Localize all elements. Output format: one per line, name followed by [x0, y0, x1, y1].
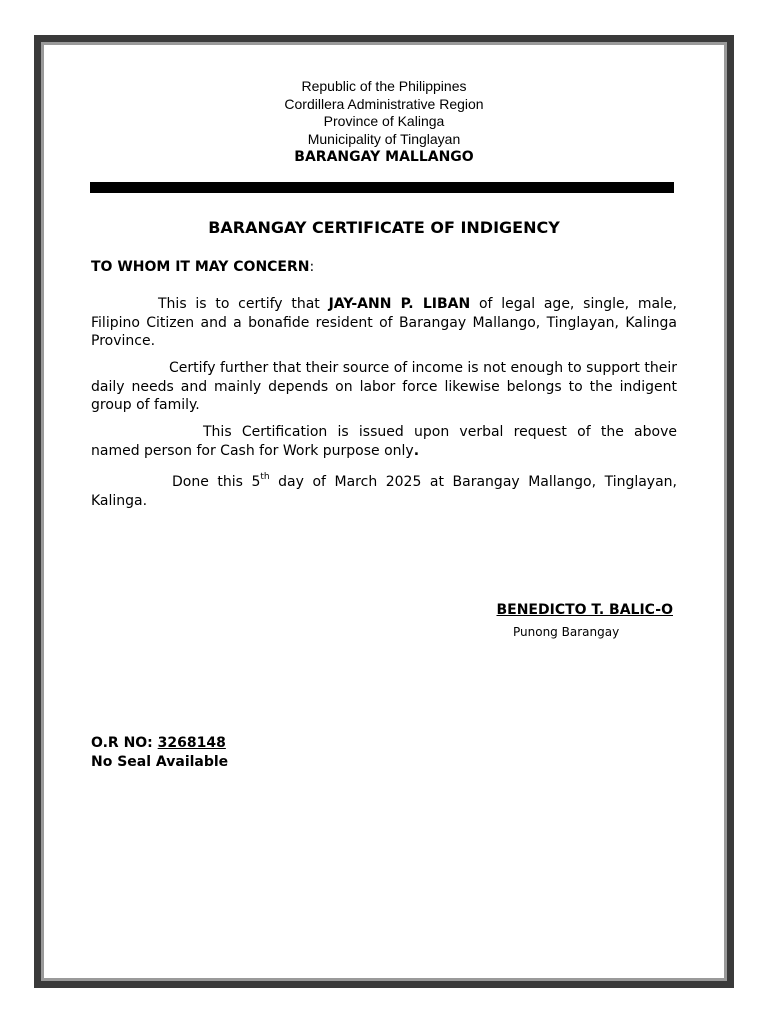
certificate-title: BARANGAY CERTIFICATE OF INDIGENCY: [208, 218, 560, 237]
salutation-text: TO WHOM IT MAY CONCERN: [91, 259, 310, 275]
paragraph-certify-intro: This is to certify that: [158, 296, 329, 312]
letterhead-region: Cordillera Administrative Region: [284, 95, 484, 112]
header-divider: [90, 182, 674, 193]
certificate-page: [44, 45, 724, 978]
letterhead-barangay: BARANGAY MALLANGO: [294, 149, 474, 165]
beneficiary-name: JAY-ANN P. LIBAN: [328, 296, 471, 312]
paragraph-purpose: [91, 423, 677, 460]
official-receipt-block: [91, 734, 228, 772]
paragraph-date-ordinal: th: [260, 472, 270, 483]
letterhead-republic: Republic of the Philippines: [301, 78, 467, 94]
official-receipt-line: [91, 734, 228, 753]
paragraph-certify: [91, 295, 677, 351]
paragraph-purpose-text: This Certification is issued upon verbal request of the above named person for Cash for Work purpose only: [91, 424, 677, 459]
paragraph-purpose-period: .: [413, 442, 420, 459]
paragraph-certify-details: of legal age, single, male, Filipino Citizen and a bonafide resident of Barangay Mallango, Tinglayan, Kalinga Province.: [91, 296, 677, 349]
letterhead-province: Province of Kalinga: [323, 113, 445, 129]
salutation-colon: :: [309, 259, 315, 275]
document-border-inner: [41, 42, 727, 981]
signatory-position: Punong Barangay: [513, 625, 620, 639]
salutation: [91, 259, 314, 275]
paragraph-income: Certify further that their source of income is not enough to support their daily needs and mainly depends on labor force likewise belongs to the indigent group of family.: [91, 360, 677, 413]
paragraph-date-rest: day of March 2025 at Barangay Mallango, Tinglayan, Kalinga.: [91, 474, 677, 509]
seal-note: No Seal Available: [91, 754, 229, 770]
paragraph-date: [91, 473, 677, 510]
paragraph-date-intro: Done this 5: [172, 474, 261, 490]
signatory-name: BENEDICTO T. BALIC-O: [496, 602, 673, 618]
or-label: O.R NO:: [91, 735, 158, 751]
letterhead-municipality: Municipality of Tinglayan: [307, 130, 461, 147]
letterhead: [44, 78, 724, 167]
or-number: 3268148: [157, 735, 226, 751]
document-border-outer: [34, 35, 734, 988]
